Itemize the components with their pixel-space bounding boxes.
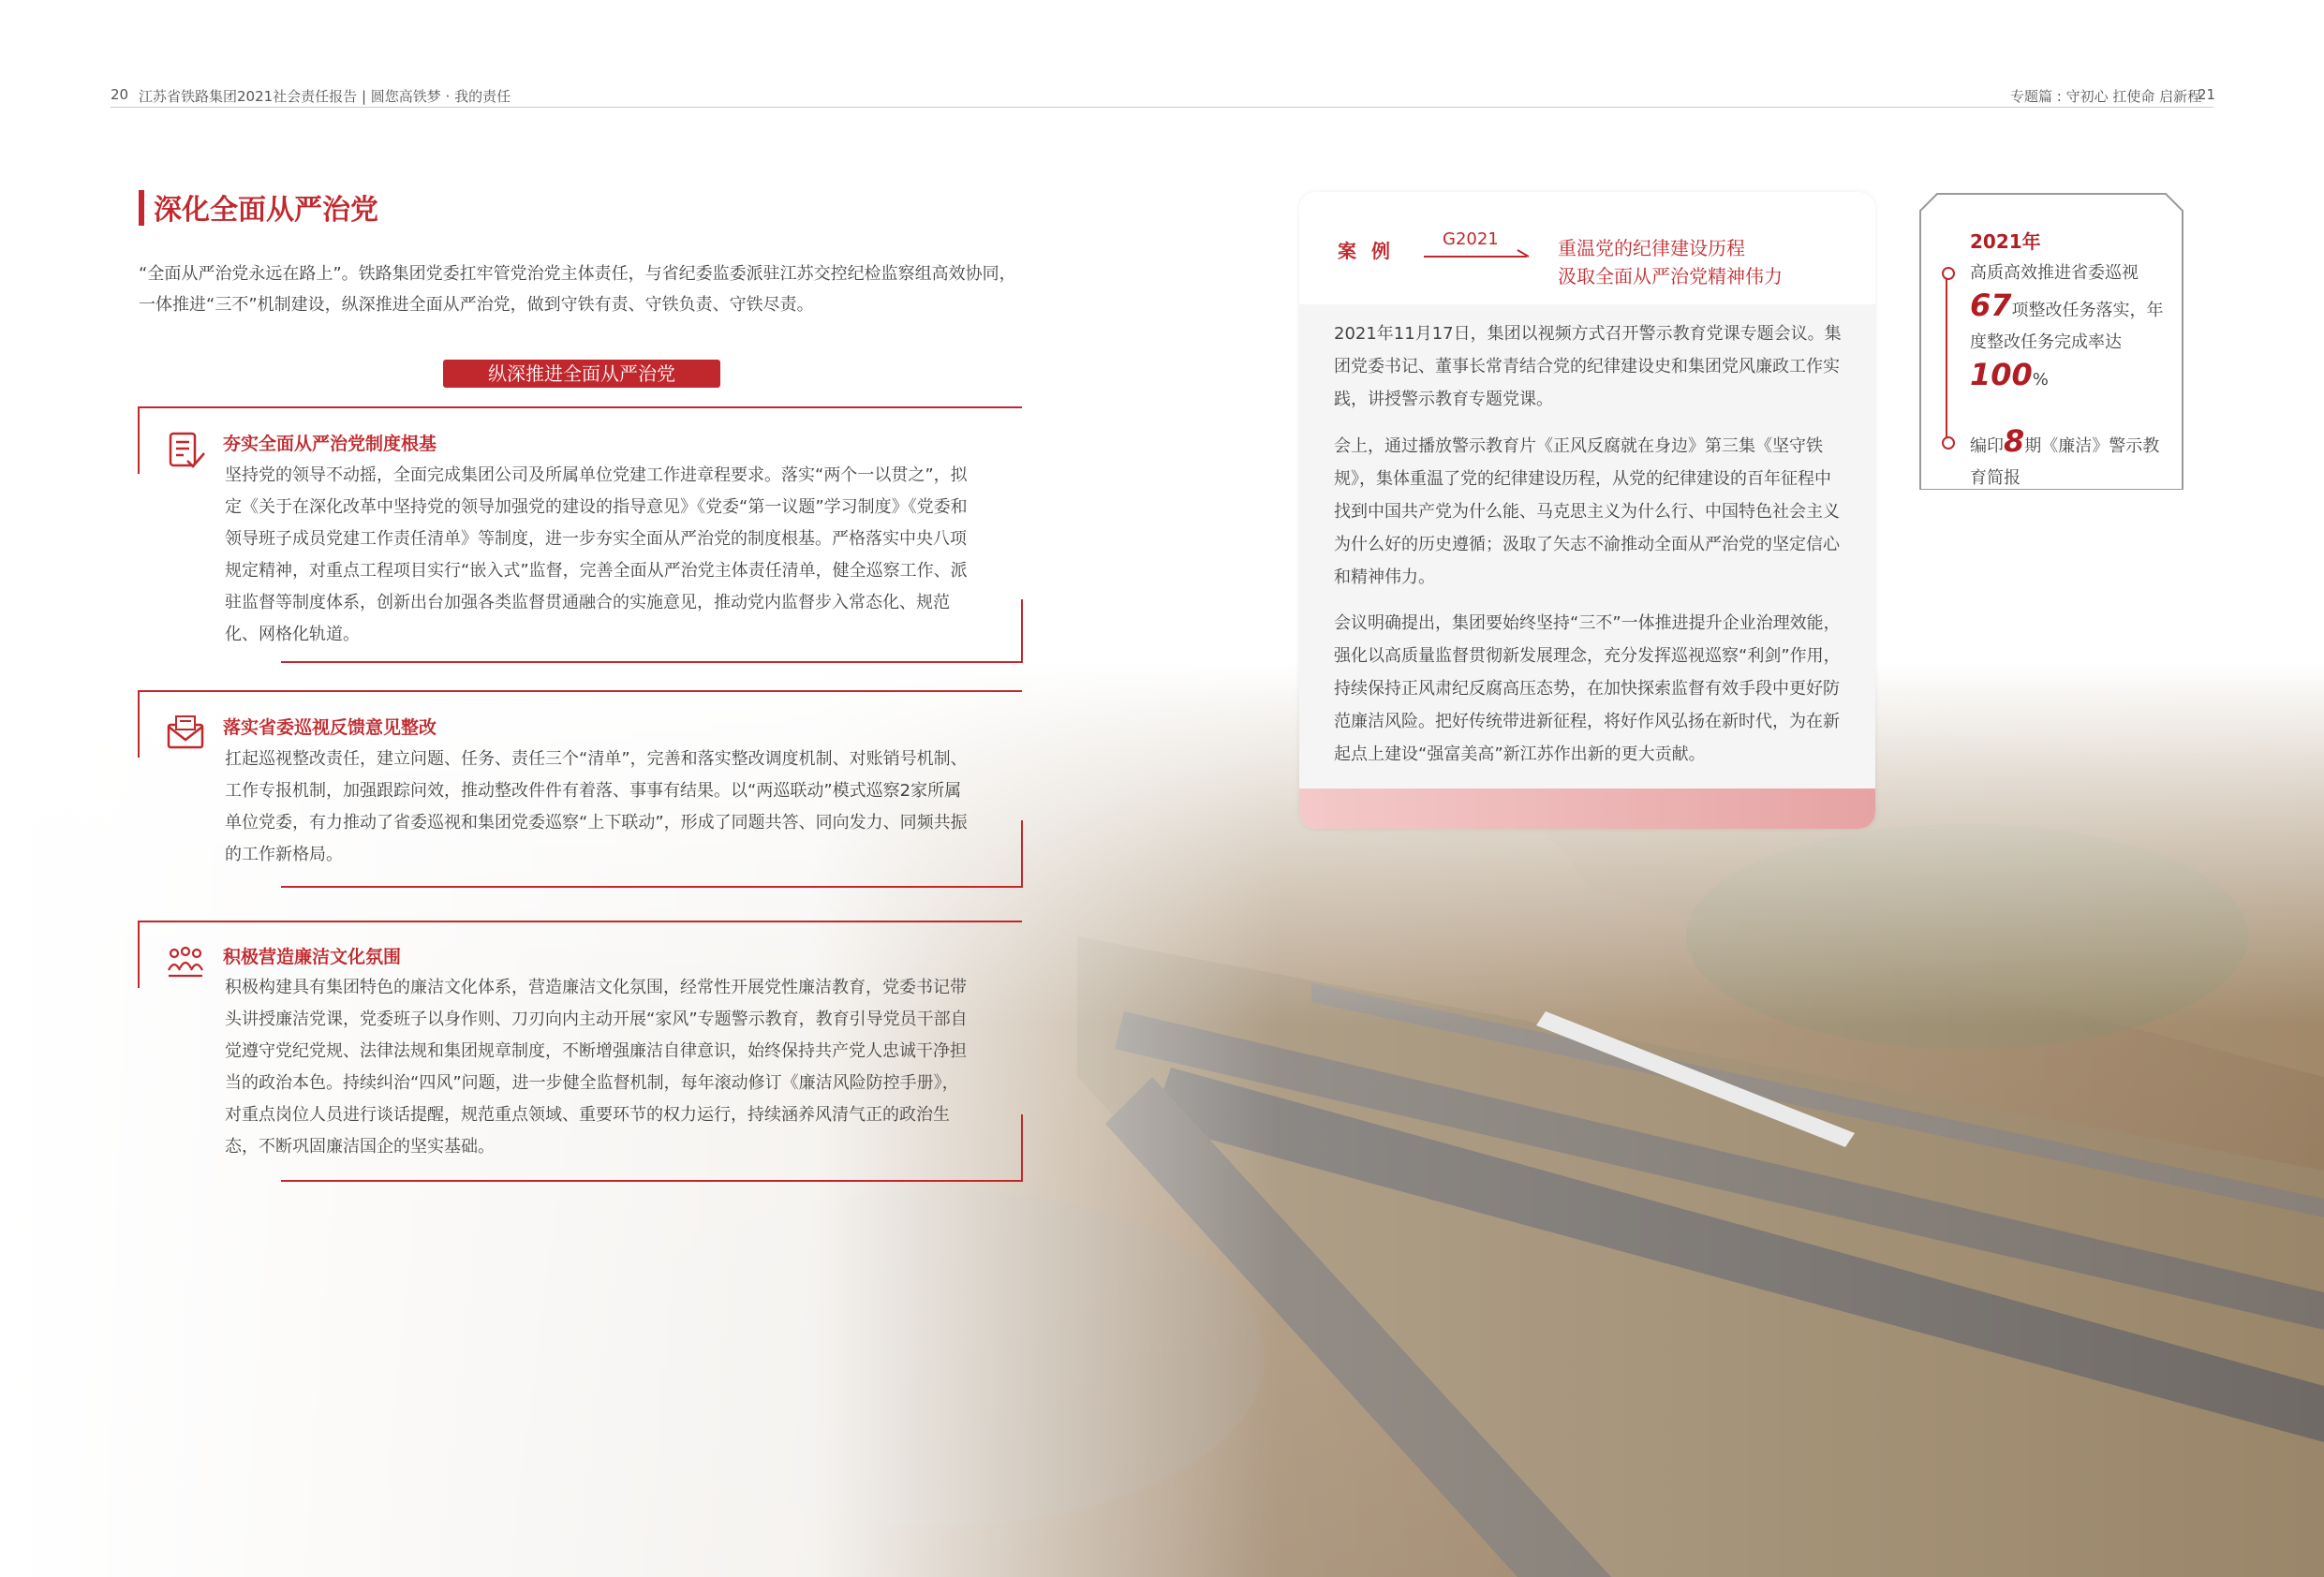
stats-item2-number-8: 8: [2004, 423, 2025, 459]
section1-title: 夯实全面从严治党制度根基: [223, 434, 437, 454]
stats-item1-number-100: 100: [1970, 357, 2033, 392]
header-divider: [111, 107, 2213, 108]
section1-bottom-border: [281, 661, 1023, 663]
stats-dot-1: [1942, 267, 1955, 280]
section1-top-border: [138, 406, 1022, 408]
section1-body: 坚持党的领导不动摇，全面完成集团公司及所属单位党建工作进章程要求。落实“两个一以贯之”，拟定《关于在深化改革中坚持党的领导加强党的建设的指导意见》《党委“第一议题”学习制度》《党委和领导班子成员党建工作责任清单》等制度，进一步夯实全面从严治党的制度根基。严格落实中央八项规定精神，对重点工程项目实行“嵌入式”监督，完善全面从严治党主体责任清单，健全巡察工作、派驻监督等制度体系，创新出台加强各类监督贯通融合的实施意见，推动党内监督步入常态化、规范化、网格化轨道。: [225, 465, 968, 644]
section3-bottom-border: [281, 1180, 1023, 1182]
stats-item-2: [1970, 425, 2169, 494]
case-title-line2: 汲取全面从严治党精神伟力: [1558, 265, 1783, 287]
section-label: 纵深推进全面从严治党: [443, 360, 720, 388]
stats-item2-text-b: 期《廉洁》警示教育简报: [1970, 436, 2160, 488]
stats-item1-text-b: 项整改任务落实，年度整改任务完成率达: [1970, 301, 2164, 352]
title-accent-bar: [139, 190, 144, 226]
stats-item1-text-a: 高质高效推进省委巡视: [1970, 263, 2139, 283]
section3-body: 积极构建具有集团特色的廉洁文化体系，营造廉洁文化氛围，经常性开展党性廉洁教育，党委书记带头讲授廉洁党课，党委班子以身作则、刀刃向内主动开展“家风”专题警示教育，教育引导党员干部自觉遵守党纪党规、法律法规和集团规章制度，不断增强廉洁自律意识，始终保持共产党人忠诚干净担当的政治本色。持续纠治“四风”问题，进一步健全监督机制，每年滚动修订《廉洁风险防控手册》，对重点岗位人员进行谈话提醒，规范重点领域、重要环节的权力运行，持续涵养风清气正的政治生态，不断巩固廉洁国企的坚实基础。: [225, 978, 968, 1157]
mail-icon: [165, 712, 206, 753]
stats-item1-percent: %: [2032, 370, 2049, 390]
section2-title: 落实省委巡视反馈意见整改: [223, 717, 437, 738]
section3-top-border: [138, 921, 1022, 922]
section2-body: 扛起巡视整改责任，建立问题、任务、责任三个“清单”，完善和落实整改调度机制、对账销号机制、工作专报机制，加强跟踪问效，推动整改件件有着落、事事有结果。以“两巡联动”模式巡察2家所属单位党委，有力推动了省委巡视和集团党委巡察“上下联动”，形成了同题共答、同向发力、同频共振的工作新格局。: [225, 749, 968, 864]
stats-item1-number-67: 67: [1970, 287, 2012, 323]
page-number-right: 21: [2198, 86, 2216, 103]
page-title: 深化全面从严治党: [154, 194, 378, 227]
case-arrow-icon: [1424, 245, 1532, 260]
people-icon: [165, 942, 206, 983]
section3-title: 积极营造廉洁文化氛围: [223, 947, 402, 967]
case-label: 案例: [1338, 240, 1405, 262]
header-report-title: 江苏省铁路集团2021社会责任报告 | 圆您高铁梦 · 我的责任: [139, 88, 511, 105]
section1-right-border: [1021, 599, 1023, 663]
section3-right-border: [1021, 1114, 1023, 1182]
header-chapter-title: 专题篇 : 守初心 扛使命 启新程: [2010, 88, 2202, 105]
section2-top-border: [138, 690, 1022, 692]
stats-item-1: [1970, 258, 2169, 396]
section1-left-border: [138, 406, 140, 474]
stats-item2-text-a: 编印: [1970, 436, 2004, 456]
section2-bottom-border: [281, 886, 1023, 888]
case-code: G2021: [1443, 229, 1499, 249]
case-paragraph-3: 会议明确提出，集团要始终坚持“三不”一体推进提升企业治理效能，强化以高质量监督贯彻新发展理念，充分发挥巡视巡察“利剑”作用，持续保持正风肃纪反腐高压态势，在加快探索监督有效手段中更好防范廉洁风险。把好传统带进新征程，将好作风弘扬在新时代，为在新起点上建设“强富美高”新江苏作出新的更大贡献。: [1334, 613, 1841, 764]
case-title: [1558, 234, 1783, 290]
checklist-icon: [167, 431, 208, 472]
case-paragraph-1: 2021年11月17日，集团以视频方式召开警示教育党课专题会议。集团党委书记、董事长常青结合党的纪律建设史和集团党风廉政工作实践，讲授警示教育专题党课。: [1334, 324, 1842, 409]
case-bottom-band: [1299, 788, 1875, 829]
section2-left-border: [138, 690, 140, 758]
stats-year: 2021年: [1970, 230, 2041, 253]
section2-right-border: [1021, 820, 1023, 888]
section3-left-border: [138, 921, 140, 988]
stats-dot-2: [1942, 436, 1955, 450]
case-paragraph-2: 会上，通过播放警示教育片《正风反腐就在身边》第三集《坚守铁规》，集体重温了党的纪律建设历程，从党的纪律建设的百年征程中找到中国共产党为什么能、马克思主义为什么行、中国特色社会主义为什么好的历史遵循；汲取了矢志不渝推动全面从严治党的坚定信心和精神伟力。: [1334, 436, 1840, 587]
intro-paragraph: “全面从严治党永远在路上”。铁路集团党委扛牢管党治党主体责任，与省纪委监委派驻江苏交控纪检监察组高效协同，一体推进“三不”机制建设，纵深推进全面从严治党，做到守铁有责、守铁负责、守铁尽责。: [139, 264, 1016, 315]
case-title-line1: 重温党的纪律建设历程: [1558, 237, 1745, 259]
page-number-left: 20: [111, 86, 129, 103]
